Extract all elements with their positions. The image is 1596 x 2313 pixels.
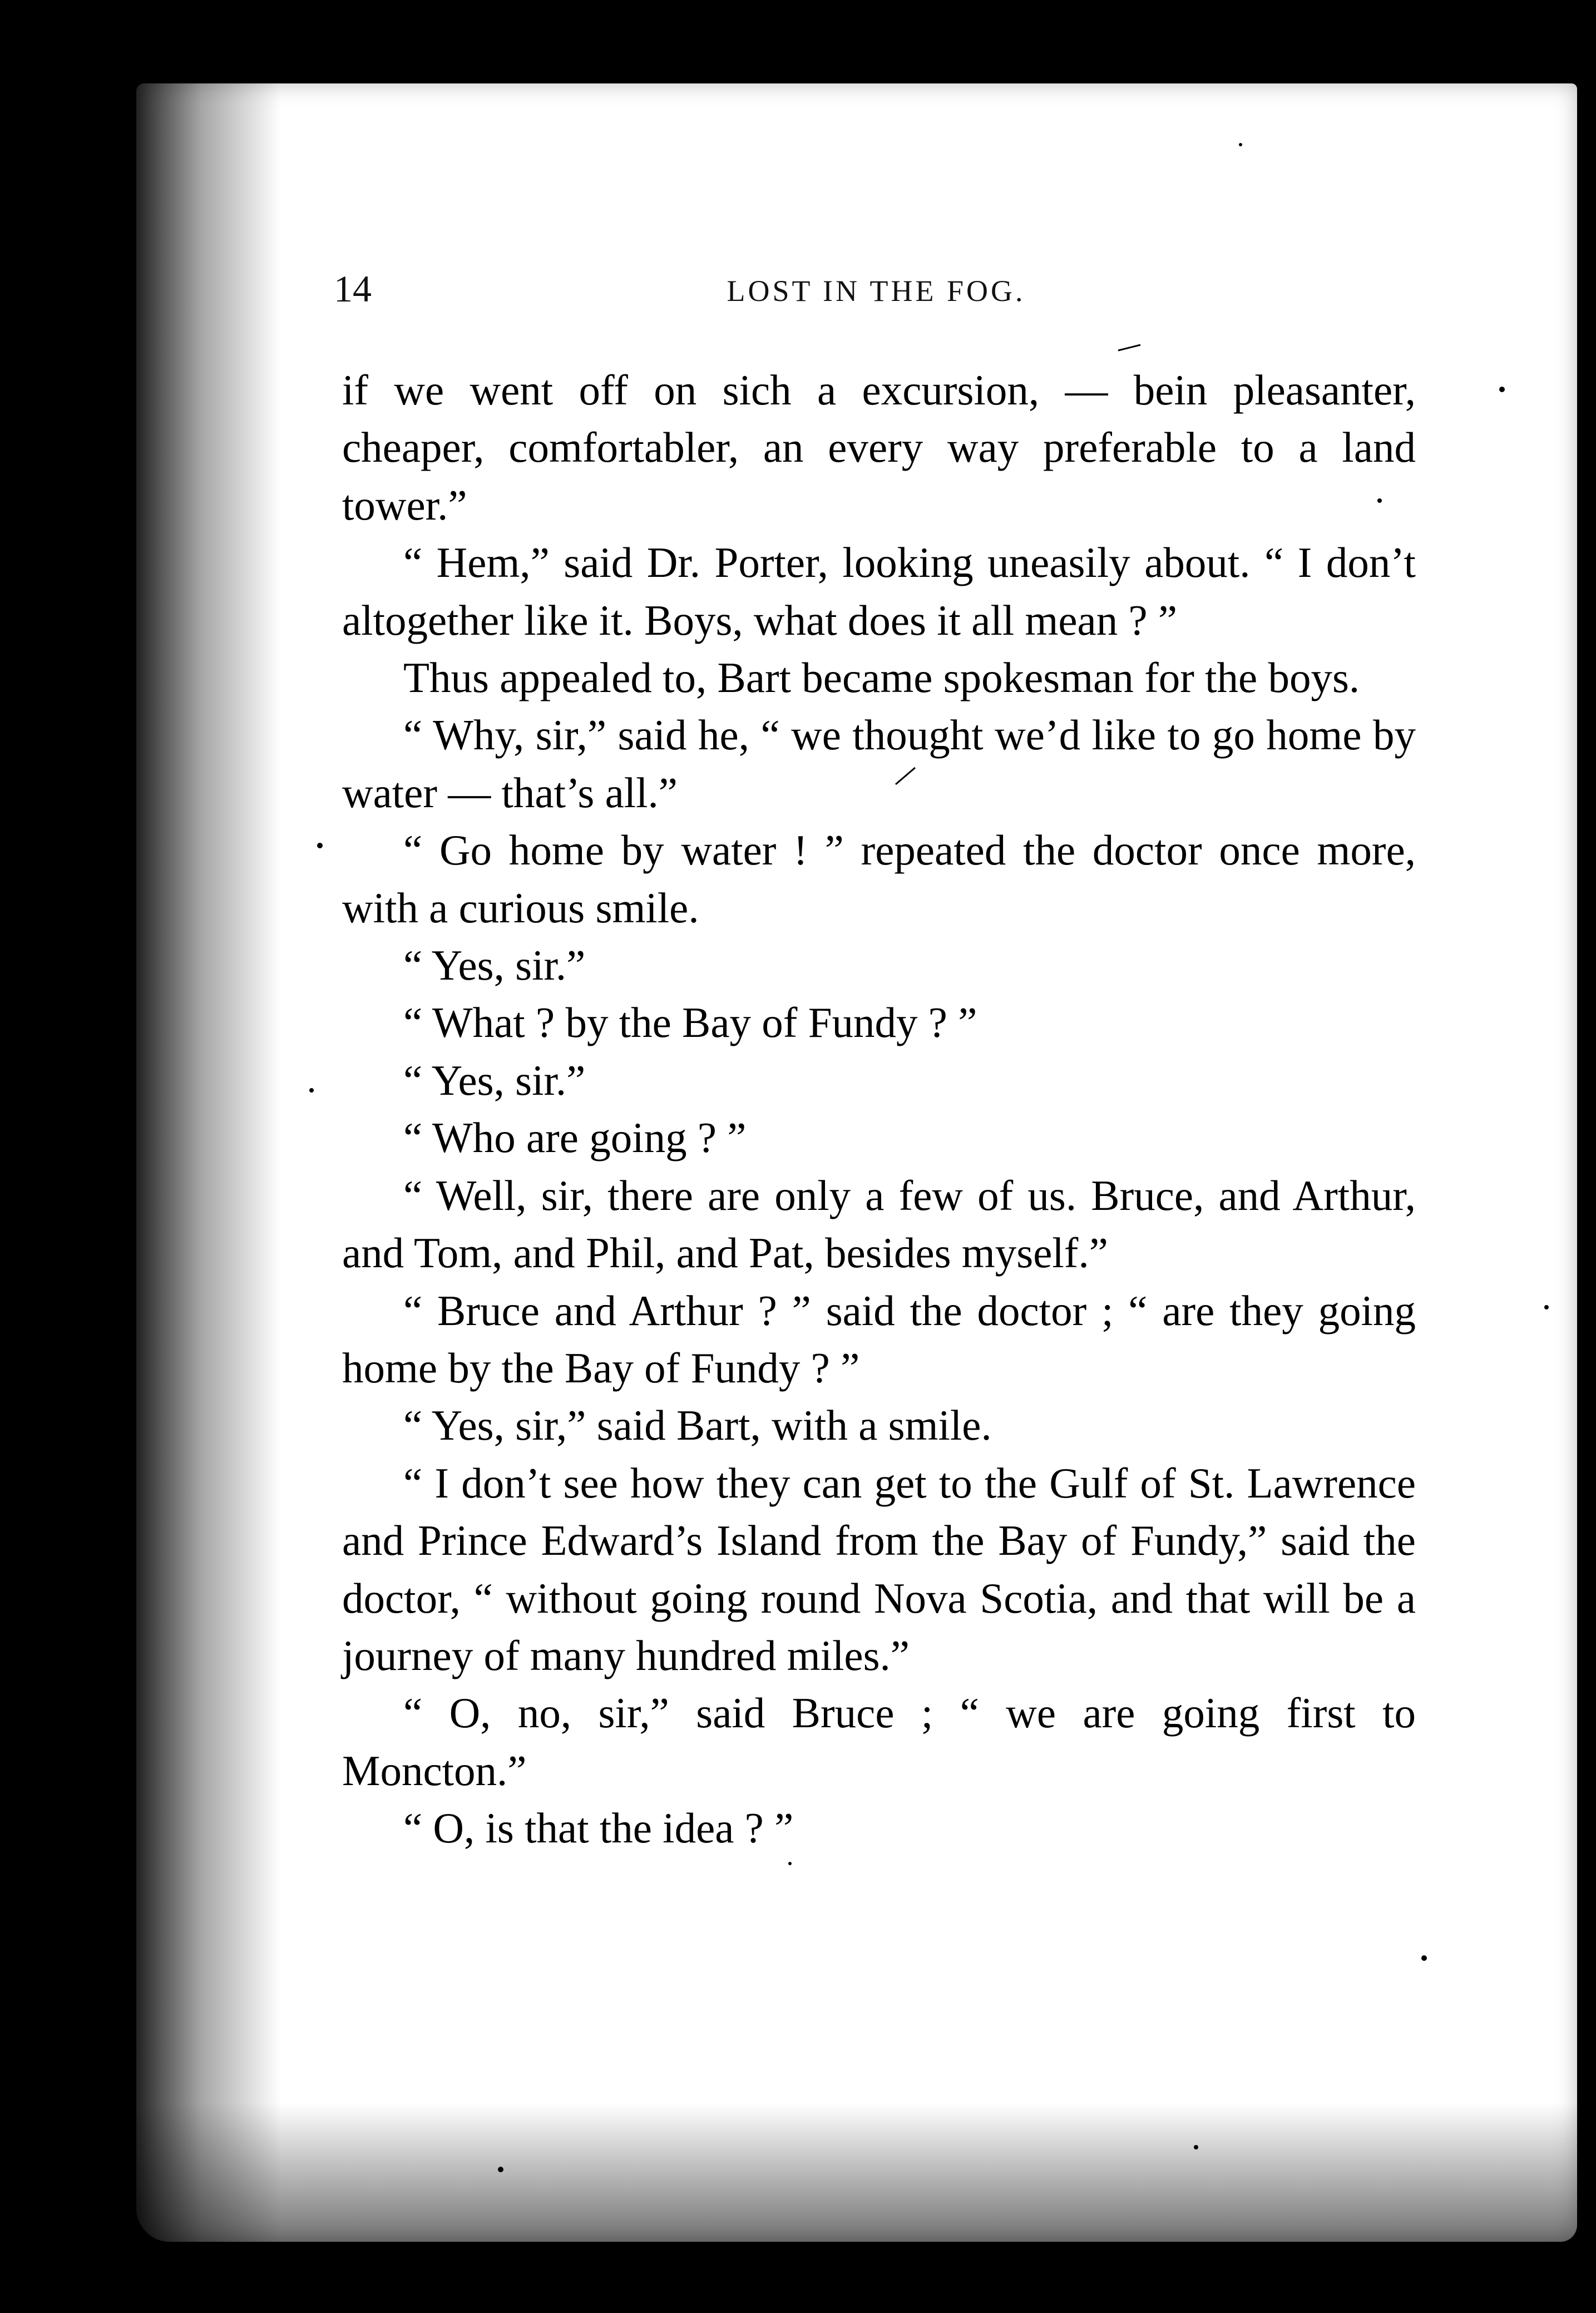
page-number: 14 — [334, 268, 372, 310]
running-head — [334, 267, 1419, 317]
paragraph: “ Go home by water ! ” repeated the doctor once more, with a curious smile. — [342, 826, 1416, 932]
paragraph: Thus appealed to, Bart became spokesman for the boys. — [403, 654, 1360, 702]
paragraph: “ O, no, sir,” said Bruce ; “ we are going first to Moncton.” — [342, 1689, 1416, 1795]
paragraph: “ Yes, sir,” said Bart, with a smile. — [403, 1401, 992, 1450]
paragraph: “ Well, sir, there are only a few of us. Bruce, and Arthur, and Tom, and Phil, and Pat, besides myself.” — [342, 1171, 1416, 1277]
paragraph: “ Yes, sir.” — [403, 1056, 586, 1104]
paragraph: “ Who are going ? ” — [403, 1114, 747, 1162]
body-text — [342, 362, 1416, 1857]
running-title: LOST IN THE FOG. — [727, 274, 1026, 308]
paragraph: “ Yes, sir.” — [403, 941, 586, 990]
paragraph: “ What ? by the Bay of Fundy ? ” — [403, 999, 977, 1047]
paragraph: “ Why, sir,” said he, “ we thought we’d like to go home by water — that’s all.” — [342, 711, 1416, 817]
paragraph: if we went off on sich a excursion, — bein pleasanter, cheaper, comfortabler, an every way preferable to a land tower.” — [342, 366, 1416, 529]
paragraph: “ O, is that the idea ? ” — [403, 1804, 794, 1852]
paragraph: “ Bruce and Arthur ? ” said the doctor ; “ are they going home by the Bay of Fundy ? ” — [342, 1286, 1416, 1392]
paragraph: “ I don’t see how they can get to the Gulf of St. Lawrence and Prince Edward’s Island from the Bay of Fundy,” said the doctor, “ without going round Nova Scotia, and that will be a journey of many hundred miles.” — [342, 1459, 1416, 1679]
paragraph: “ Hem,” said Dr. Porter, looking uneasily about. “ I don’t altogether like it. Boys, what does it all mean ? ” — [342, 538, 1416, 644]
